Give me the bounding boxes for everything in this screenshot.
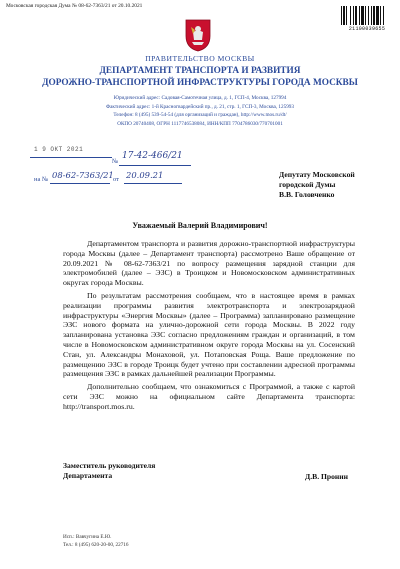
executor-phone: Тел.: 8 (495) 620-20-00, 22716 bbox=[63, 542, 129, 548]
registry-codes: ОКПО 20740408, ОГРН 1117746538084, ИНН/КПП 7704786030/770701001 bbox=[117, 120, 283, 127]
reference-prefix: на № bbox=[34, 176, 49, 183]
paragraph-website: Дополнительно сообщаем, что ознакомиться с Программой, а также с картой сети ЭЗС можно на официальном сайте Департамента транспорта: http://transport.mos.ru. bbox=[63, 382, 355, 411]
paragraph-program: По результатам рассмотрения сообщаем, что в настоящее время в рамках реализации программы развития электротранспорта и электрозарядной инфраструктуры «Энергия Москвы» (далее – Программа) запланировано размещение ЭЗС нового формата на улично-дорожной сети города Москвы. В 2022 году запланирована установка ЭЗС согласно предложениям граждан и организаций, в том числе в Новомосковском административном округе города Москвы на ул. Сосенский Стан, ул. Александры Монаховой, ул. Потаповская Роща. Ваше предложение по размещению ЭЗС в городе Троицк будет учтено при составлении адресной программы размещения ЭЗС в рамках дальнейшей реализации Программы. bbox=[63, 290, 355, 379]
reference-number-handwritten: 08-62-7363/21 bbox=[52, 170, 114, 180]
signatory-title-line1: Заместитель руководителя bbox=[63, 461, 156, 470]
barcode-stripe bbox=[384, 6, 385, 25]
salutation: Уважаемый Валерий Владимирович! bbox=[132, 221, 268, 230]
signatory-title-line2: Департамента bbox=[63, 471, 113, 480]
government-name: ПРАВИТЕЛЬСТВО МОСКВЫ bbox=[145, 54, 255, 63]
addressee-block bbox=[279, 170, 355, 200]
addressee-line2: городской Думы bbox=[279, 180, 336, 189]
phone-and-website: Телефон: 8 (495) 539-54-54 (для организаций и граждан), http://www.mos.ru/dt/ bbox=[113, 112, 287, 118]
signatory-title bbox=[63, 461, 155, 481]
addressee-name: В.В. Головченко bbox=[279, 190, 335, 199]
executor-name: Исп.: Вавчугина Е.Ю. bbox=[63, 534, 112, 540]
executor-block bbox=[63, 533, 129, 549]
paragraph-review: Департаментом транспорта и развития дорожно-транспортной инфраструктуры города Москвы (далее – Департамент транспорта) рассмотрено Ваше обращение от 20.09.2021 № 08-62-7363/21 по вопросу размещения зарядной станции для электромобилей (далее – ЭЗС) в Троицком и Новомосковском административных округах города Москвы. bbox=[63, 239, 355, 288]
barcode bbox=[341, 6, 393, 32]
department-name-line2: ДОРОЖНО-ТРАНСПОРТНОЙ ИНФРАСТРУКТУРЫ ГОРОДА МОСКВЫ bbox=[42, 78, 358, 88]
reference-date-handwritten: 20.09.21 bbox=[126, 170, 164, 180]
outgoing-number-handwritten: 17-42-466/21 bbox=[122, 151, 183, 161]
number-prefix: № bbox=[112, 158, 119, 165]
registration-header-line: Московская городская Дума № 08-62-7363/21 от 20.10.2021 bbox=[6, 3, 143, 9]
date-underline bbox=[30, 157, 112, 158]
letter-body bbox=[63, 239, 355, 415]
number-underline bbox=[119, 165, 191, 166]
reference-from-label: от bbox=[113, 176, 120, 183]
department-contacts bbox=[0, 94, 400, 128]
department-name-line1: ДЕПАРТАМЕНТ ТРАНСПОРТА И РАЗВИТИЯ bbox=[99, 66, 301, 76]
moscow-coat-of-arms-icon bbox=[184, 18, 212, 52]
reference-number-underline bbox=[50, 183, 110, 184]
actual-address: Фактический адрес: 1-й Красногвардейский пр., д. 21, стр. 1, ГСП-3, Москва, 125993 bbox=[106, 103, 294, 110]
reference-date-underline bbox=[124, 183, 182, 184]
registration-stamp-date: 1 9 ОКТ 2021 bbox=[34, 146, 84, 153]
barcode-bars bbox=[341, 6, 393, 25]
addressee-line1: Депутату Московской bbox=[279, 170, 355, 179]
legal-address: Юридический адрес: Садовая-Самотечная улица, д. 1, ГСП-4, Москва, 127994 bbox=[113, 95, 287, 101]
barcode-number: 21100039655 bbox=[348, 26, 386, 32]
signatory-name: Д.В. Пронин bbox=[305, 472, 349, 481]
